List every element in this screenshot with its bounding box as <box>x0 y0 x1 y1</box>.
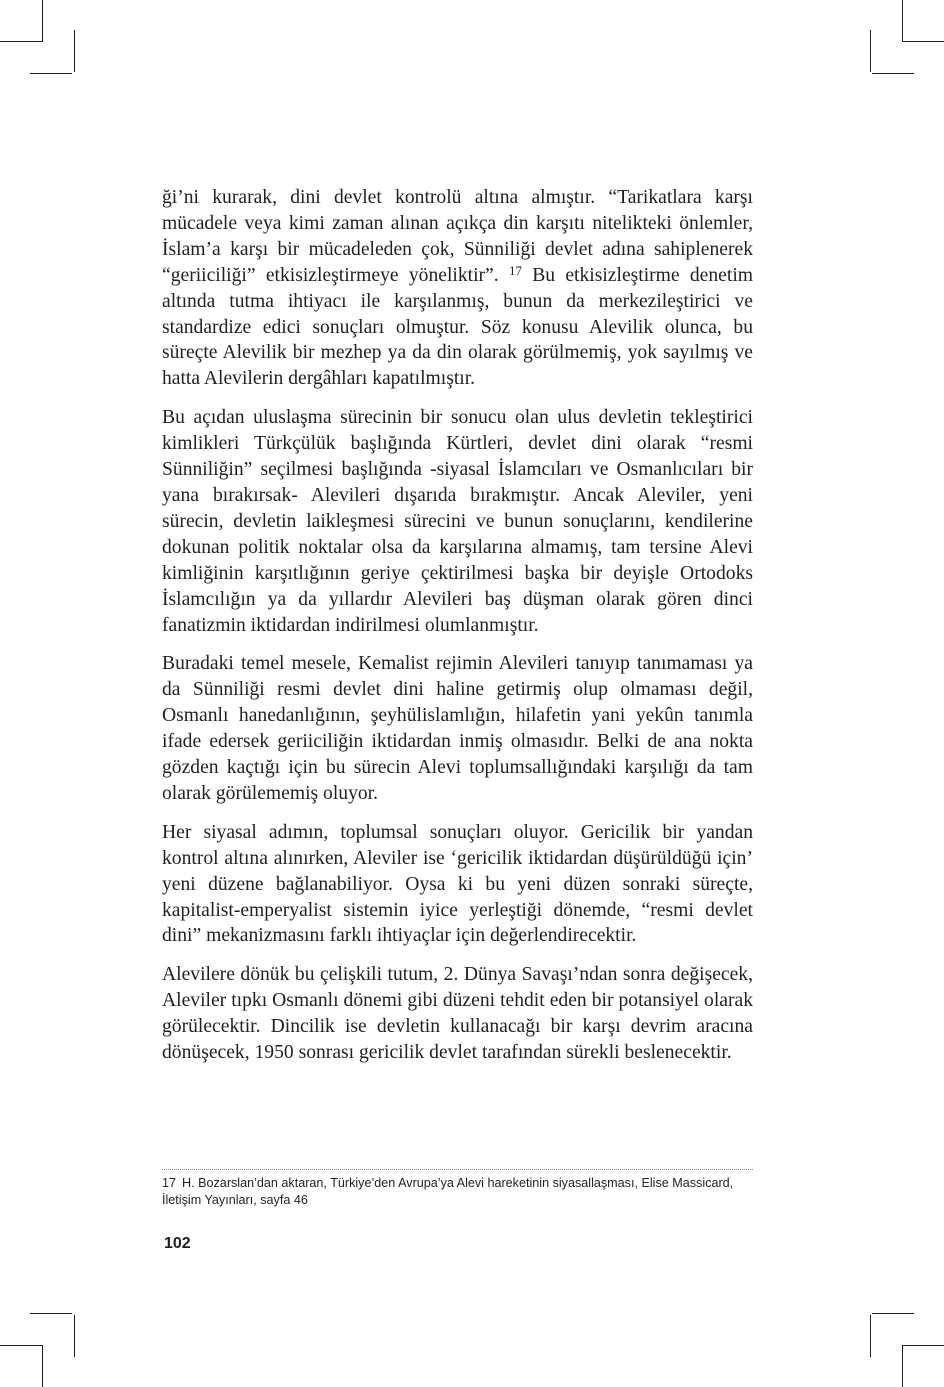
crop-mark <box>74 30 75 72</box>
crop-mark <box>42 1345 43 1387</box>
crop-mark <box>870 1315 871 1357</box>
footnote-reference[interactable]: 17 <box>508 262 522 278</box>
paragraph: Bu açıdan uluslaşma sürecinin bir sonucu olan ulus devletin tekleştirici kimlikleri Türkçülük başlığında Kürtleri, devlet dini olarak “resmi Sünniliğin” seçilmesi başlığında -siyasal İslamcıları ve Osmanlıcıları bir yana bırakırsak- Alevileri dışarıda bırakmıştır. Ancak Aleviler, yeni sürecin, devletin laikleşmesi sürecini ve bunun sonuçlarını, kendilerine dokunan politik noktalar olsa da karşılarına almamış, tam tersine Alevi kimliğinin karşıtlığının geriye çektirilmesi başka bir deyişle Ortodoks İslamcılığın ya da yıllardır Alevileri baş düşman olarak gören dinci fanatizmin iktidardan indirilmesi olumlanmıştır. <box>162 407 753 636</box>
crop-mark <box>902 1345 903 1387</box>
paragraph: Buradaki temel mesele, Kemalist rejimin Alevileri tanıyıp tanımaması ya da Sünniliği resmi devlet dini haline getirmiş olup olmaması değil, Osmanlı hanedanlığının, şeyhülislamlığın, hilafetin yani yekûn tanımla ifade edersek geriiciliğin iktidardan inmiş olmasıdır. Belki de ana nokta gözden kaçtığı için bu sürecin Alevi toplumsallığındaki karşılığı da tam olarak görülememiş oluyor. <box>162 653 753 804</box>
crop-mark <box>42 0 43 42</box>
page-number: 102 <box>164 1235 191 1252</box>
paragraph-text: Bu etkisizleştirme denetim altında tutma ihtiyacı ile karşılanmış, bunun da merkezileştirici ve standardize edici sonuçları olmuştur. Söz konusu Alevilik olunca, bu süreçte Alevilik bir mezhep ya da din olarak görülmemiş, yok sayılmış ve hatta Alevilerin dergâhları kapatılmıştır. <box>162 264 754 390</box>
crop-mark <box>872 1313 914 1314</box>
paragraph-text: ği’ni kurarak, dini devlet kontrolü altına almıştır. “Tarikatlara karşı mücadele veya kimi zaman alınan açıkça din karşıtı nitelikteki önlemler, İslam’a karşı bir mücadeleden çok, Sünniliği devlet adına sahiplenerek “geriiciliği” etkisizleştirmeye yöneliktir”. <box>162 187 753 286</box>
crop-mark <box>872 73 914 74</box>
crop-mark <box>0 41 42 42</box>
footnote <box>162 1175 753 1208</box>
footnote-text: H. Bozarslan’dan aktaran, Türkiye’den Avrupa’ya Alevi hareketinin siyasallaşması, Elise Massicard, İletişim Yayınları, sayfa 46 <box>162 1176 734 1207</box>
crop-mark <box>30 1313 72 1314</box>
crop-mark <box>30 73 72 74</box>
crop-mark <box>0 1345 42 1346</box>
crop-mark <box>74 1315 75 1357</box>
paragraph: Alevilere dönük bu çelişkili tutum, 2. Dünya Savaşı’ndan sonra değişecek, Aleviler tıpkı Osmanlı dönemi gibi düzeni tehdit eden bir potansiyel olarak görülecektir. Dincilik ise devletin kullanacağı bir karşı devrim aracına dönüşecek, 1950 sonrası gericilik devlet tarafından sürekli beslenecektir. <box>162 964 753 1064</box>
paragraph <box>162 185 753 392</box>
footnote-divider <box>162 1169 753 1170</box>
crop-mark <box>902 0 903 42</box>
paragraph: Her siyasal adımın, toplumsal sonuçları oluyor. Gericilik bir yandan kontrol altına alınırken, Aleviler ise ‘gericilik iktidardan düşürüldüğü için’ yeni düzene bağlanabiliyor. Oysa ki bu yeni düzen sonraki süreçte, kapitalist-emperyalist sistemin iyice yerleştiği dönemde, “resmi devlet dini” mekanizmasını farklı ihtiyaçlar için değerlendirecektir. <box>162 821 753 947</box>
body-text <box>162 185 753 1066</box>
footnote-number: 17 <box>162 1176 177 1190</box>
crop-mark <box>870 30 871 72</box>
crop-mark <box>902 1345 944 1346</box>
crop-mark <box>902 41 944 42</box>
